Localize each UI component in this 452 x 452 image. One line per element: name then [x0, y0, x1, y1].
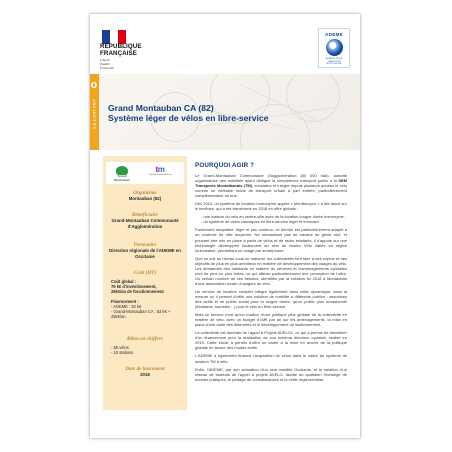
rf-line-1: RÉPUBLIQUE	[100, 43, 142, 50]
ademe-disc-icon	[326, 39, 343, 56]
cout-section: Coût (HT)	[133, 270, 157, 276]
beneficiaire-section: Bénéficiaire Grand-Montauban Communauté d'Agglomération	[111, 212, 179, 229]
info-sidebar	[103, 156, 187, 410]
list-item: - une maison du vélo en centre-ville avec de la location longue durée homonyme ;	[201, 214, 346, 220]
grand-montauban-logo: Grand Montauban	[110, 166, 134, 182]
paragraph: L'ADEME a également financé l'acquisition de vélos dans le cadre du système de location TM à vélo.	[195, 353, 347, 364]
paragraph: Un service de location complet intègre également dans cette dynamique, dans la mesure où il permet d'offrir une solution de mobilité à différents publics : associées des actifs et un public social pour la longue durée, qu'un public plus occasionnel (étudiants, touristes…) pour le vélo en libre-service.	[195, 288, 347, 310]
bilan-section: Bilan en chiffres	[127, 336, 163, 342]
bilan-details: - 55 vélos - 10 stations	[111, 345, 134, 356]
marianne-icon	[102, 30, 126, 44]
document-page	[90, 14, 360, 438]
rf-line-2: FRANÇAISE	[100, 49, 137, 57]
organisme-section: Organisme Montauban (82)	[128, 190, 162, 202]
paragraph: Enfin, l'ADEME, par son animation d'un club mobilité Occitanie, et la création d'un réseau de lauréats de l'appel à projets AVELO, facilite au quotidien l'échange de bonnes pratiques, le partage de connaissances et la veille réglementaire.	[195, 366, 347, 382]
republique-francaise-logo	[100, 30, 170, 71]
date-section: Date de lancement 2018	[125, 366, 165, 378]
partner-logos	[106, 162, 184, 184]
paragraph: Mais ce service n'est qu'un maillon d'une politique plus globale de la collectivité en matière de vélo, avec un budget d'1M€ par an sur les aménagements, la mise en place d'une carte des itinéraires et le développement du stationnement.	[195, 312, 347, 328]
list-item: - un système de vélos classiques en libre-service léger et innovant.	[201, 219, 320, 225]
tab-label: ILS L'ONT FAIT	[92, 98, 97, 130]
ademe-subtitle: AGENCE DE LA TRANSITION ÉCOLOGIQUE	[325, 58, 343, 66]
paragraph: Dès 2010, un système de location homonyme appelé « Montbecyclo » a été lancé sur le territoire, qui a été transformé en 2018 en offre globale :	[195, 201, 347, 212]
ademe-logo	[318, 28, 350, 68]
paragraph: Que ce soit au niveau local ou national, les collectivités font face à des enjeux et des objectifs de plus en plus ambitieux en matière de développement des usages du vélo. Les demandes des habitants en matière de services et d'aménagements cyclables sont de plus en plus fortes, ce qui affecte particulièrement leur perception de l'offre. Un certain nombre de ces besoins, identifiés par la création fin 2018 à Montauban d'une association locale d'usagers du vélo.	[195, 255, 347, 286]
transports-montalbanais-logo: tm Transports Montalbanais	[140, 165, 180, 176]
title-line-1: Grand Montauban CA (82)	[108, 103, 214, 113]
paragraph: La collectivité est lauréate de l'appel à Projets AVELO1, ce qui a permis de bénéficier d'un financement pour la réalisation de son schéma directeur cyclable, réalisé en 2019. Cette étude a permis d'offrir un cadre à la mise en œuvre de la politique globale en faveur des modes actifs.	[195, 330, 347, 351]
partenaire-section: Partenaire Direction régionale de l'ADEME en Occitanie	[109, 242, 181, 259]
body-text	[195, 173, 347, 385]
section-heading: POURQUOI AGIR ?	[195, 162, 255, 169]
paragraph: Le Grand-Montauban Communauté d'Agglomération (80 000 hab), autorité organisatrice des mobilités ayant délégué la compétence transport public à la SEM Transports Montalbanais (TM), considère et intègre depuis plusieurs années le vélo comme un véritable mode de transport urbain à part entière, particulièrement complémentaire du bus.	[195, 173, 347, 199]
tm-mark: tm	[155, 165, 165, 174]
devise: Liberté Égalité Fraternité	[100, 58, 114, 70]
page-title	[108, 103, 348, 124]
paragraph: Facilement adaptable, léger et peu coûteux, ce dernier est particulièrement adapté à un contexte de ville moyenne. Ne nécessitant pas de travaux de génie civil, et pouvant être mis en place à partir de vélos et de racks existants, il s'appuie sur une technologie développée localement au sein du cluster Vélo Vallée en région toulousaine, permettant un usage par smartphone.	[195, 227, 347, 253]
cout-details: Coût global : 75 k€ d'investissement, 25k€/an de fonctionnement Financement : - ADEME : 20 k€ - Grand-Montauban CA : 53 k€ + 25k€/an	[111, 279, 171, 320]
title-line-2: Système léger de vélos en libre-service	[108, 113, 269, 124]
ademe-name: ADEME	[324, 32, 344, 37]
